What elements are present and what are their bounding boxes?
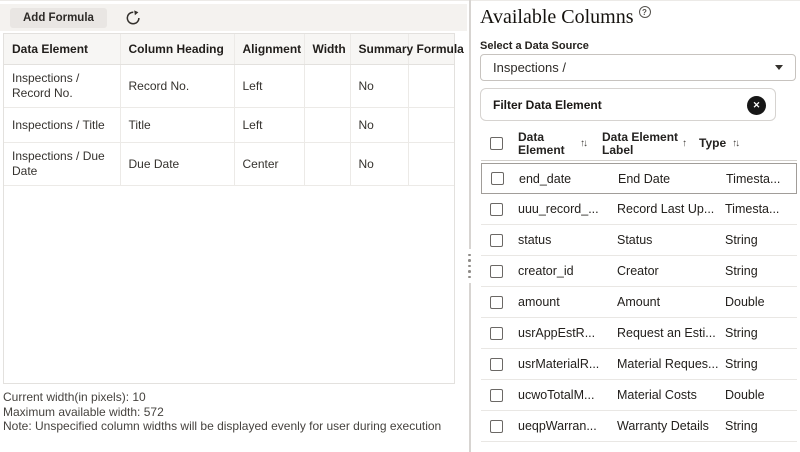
cell-type: Double (725, 295, 765, 309)
add-formula-button[interactable]: Add Formula (10, 8, 107, 28)
cell-name: status (518, 233, 552, 247)
header-type[interactable]: Type (699, 136, 727, 150)
available-columns-header-row (481, 127, 797, 161)
cell-label: Amount (617, 295, 661, 309)
chevron-down-icon (775, 65, 783, 70)
cell-name: end_date (519, 171, 572, 186)
left-toolbar (0, 4, 467, 31)
list-item[interactable] (481, 287, 797, 318)
available-columns-list (481, 163, 797, 442)
cell-alignment: Center (234, 143, 304, 186)
cell-type: String (725, 326, 758, 340)
cell-width (304, 65, 350, 108)
cell-name: amount (518, 295, 560, 309)
help-icon[interactable]: ? (639, 6, 651, 18)
cell-type: String (725, 419, 758, 433)
list-item[interactable] (481, 380, 797, 411)
list-item[interactable] (481, 194, 797, 225)
cell-type: Timesta... (726, 171, 781, 186)
cell-label: Request an Esti... (617, 326, 716, 340)
cell-label: End Date (618, 171, 671, 186)
cell-type: String (725, 264, 758, 278)
cell-summary: No (350, 65, 408, 108)
note-text: Note: Unspecified column widths will be displayed evenly for user during execution (3, 419, 442, 433)
col-header-data-element: Data Element (4, 34, 120, 65)
sort-asc-icon[interactable]: ↑ (682, 138, 687, 149)
panel-resize-handle[interactable] (464, 249, 475, 283)
cell-alignment: Left (234, 65, 304, 108)
row-checkbox[interactable] (490, 389, 503, 402)
row-checkbox[interactable] (490, 203, 503, 216)
clear-filter-icon[interactable]: ✕ (747, 96, 766, 115)
cell-formula (408, 143, 454, 186)
panel-divider (469, 0, 471, 452)
row-checkbox[interactable] (491, 172, 504, 185)
cell-type: Double (725, 388, 765, 402)
row-checkbox[interactable] (490, 358, 503, 371)
col-header-column-heading: Column Heading (120, 34, 234, 65)
sort-icon[interactable]: ↑↓ (580, 138, 586, 149)
list-item[interactable] (481, 225, 797, 256)
header-data-element-label[interactable]: Data Element Label (602, 129, 679, 157)
cell-name: usrMaterialR... (518, 357, 600, 371)
config-header-row (4, 34, 454, 65)
cell-width (304, 108, 350, 143)
cell-label: Status (617, 233, 653, 247)
data-source-value: Inspections / (493, 60, 566, 75)
row-checkbox[interactable] (490, 296, 503, 309)
list-item[interactable] (481, 163, 797, 194)
cell-column-heading: Due Date (120, 143, 234, 186)
filter-field (480, 88, 776, 121)
cell-alignment: Left (234, 108, 304, 143)
cell-name: usrAppEstR... (518, 326, 596, 340)
col-header-alignment: Alignment (234, 34, 304, 65)
sort-icon[interactable]: ↑↓ (732, 138, 739, 149)
filter-data-element-input[interactable] (481, 89, 731, 120)
cell-data-element: Inspections / Due Date (4, 143, 120, 186)
cell-name: ueqpWarran... (518, 419, 597, 433)
data-source-label: Select a Data Source (480, 40, 589, 52)
cell-name: creator_id (518, 264, 574, 278)
list-item[interactable] (481, 411, 797, 442)
table-row[interactable] (4, 65, 454, 108)
list-item[interactable] (481, 349, 797, 380)
row-checkbox[interactable] (490, 420, 503, 433)
select-all-checkbox[interactable] (490, 137, 503, 150)
col-header-summary: Summary (350, 34, 408, 65)
cell-type: String (725, 233, 758, 247)
cell-label: Creator (617, 264, 659, 278)
row-checkbox[interactable] (490, 234, 503, 247)
cell-summary: No (350, 143, 408, 186)
cell-name: ucwoTotalM... (518, 388, 595, 402)
cell-label: Material Costs (617, 388, 697, 402)
cell-column-heading: Title (120, 108, 234, 143)
columns-config-table (3, 33, 464, 384)
page-title: Available Columns (480, 6, 634, 28)
refresh-icon[interactable] (125, 10, 141, 26)
cell-label: Material Reques... (617, 357, 719, 371)
cell-name: uuu_record_... (518, 202, 599, 216)
width-info-text (3, 390, 441, 434)
cell-width (304, 143, 350, 186)
cell-formula (408, 65, 454, 108)
cell-label: Warranty Details (617, 419, 709, 433)
cell-data-element: Inspections / Title (4, 108, 120, 143)
current-width-text: Current width(in pixels): 10 (3, 390, 146, 404)
data-source-select[interactable] (480, 54, 796, 81)
top-border-line (0, 0, 800, 1)
cell-label: Record Last Up... (617, 202, 715, 216)
cell-formula (408, 108, 454, 143)
cell-data-element: Inspections / Record No. (4, 65, 120, 108)
cell-type: String (725, 357, 758, 371)
col-header-width: Width (304, 34, 350, 65)
max-width-text: Maximum available width: 572 (3, 404, 164, 419)
cell-type: Timesta... (725, 202, 780, 216)
cell-column-heading: Record No. (120, 65, 234, 108)
col-header-formula: Formula (408, 34, 454, 65)
header-data-element[interactable]: Data Element (518, 129, 565, 157)
row-checkbox[interactable] (490, 327, 503, 340)
table-row[interactable] (4, 143, 454, 186)
cell-summary: No (350, 108, 408, 143)
table-row[interactable] (4, 108, 454, 143)
available-columns-title (480, 6, 651, 29)
row-checkbox[interactable] (490, 265, 503, 278)
list-item[interactable] (481, 256, 797, 287)
list-item[interactable] (481, 318, 797, 349)
